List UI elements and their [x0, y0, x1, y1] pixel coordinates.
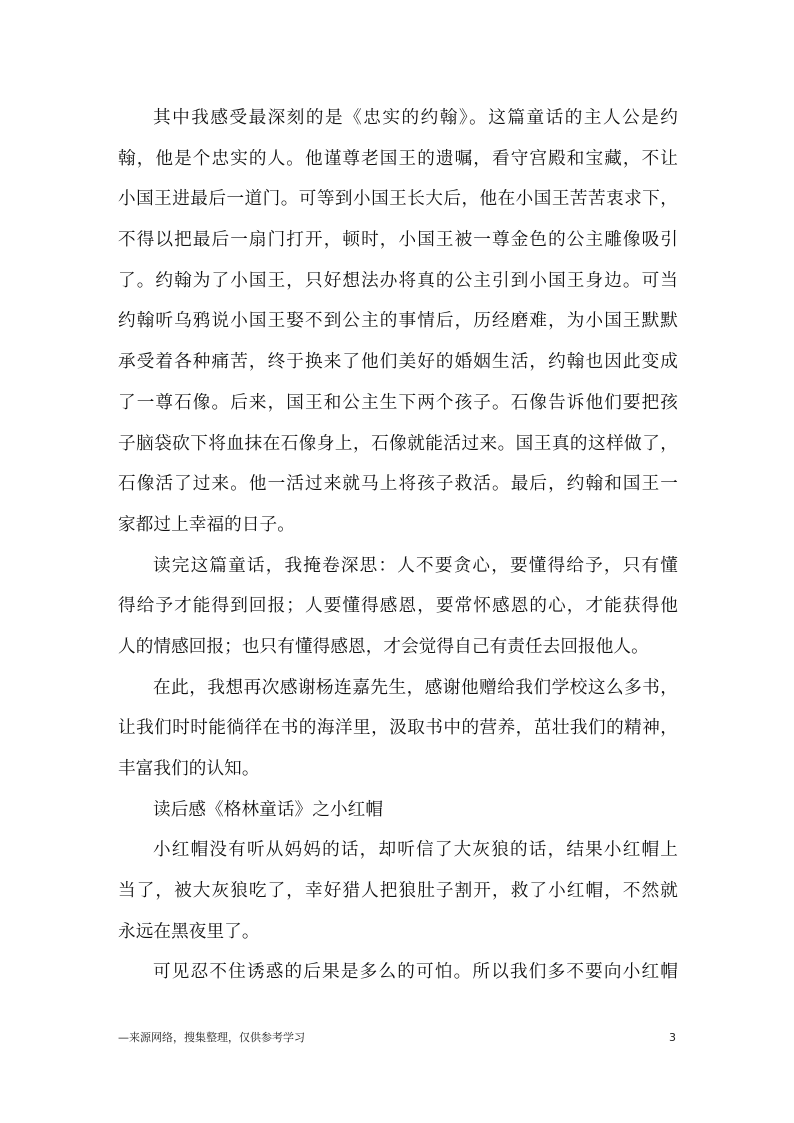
- text-line: 了。约翰为了小国王，只好想法办将真的公主引到小国王身边。可当: [118, 270, 678, 291]
- text-line: 当了，被大灰狼吃了，幸好猎人把狼肚子割开，救了小红帽，不然就: [118, 881, 678, 902]
- text-line: 其中我感受最深刻的是《忠实的约翰》。这篇童话的主人公是约: [153, 108, 678, 128]
- document-body: [118, 98, 678, 993]
- text-line: 在此，我想再次感谢杨连嘉先生，感谢他赠给我们学校这么多书，: [153, 677, 678, 698]
- page-number: 3: [669, 1031, 676, 1044]
- text-line: 家都过上幸福的日子。: [118, 514, 295, 535]
- text-line: 不得以把最后一扇门打开，顿时，小国王被一尊金色的公主雕像吸引: [118, 230, 678, 251]
- text-line: 人的情感回报；也只有懂得感恩，才会觉得自己有责任去回报他人。: [118, 636, 649, 657]
- text-line: 永远在黑夜里了。: [118, 921, 260, 942]
- text-line: 让我们时时能徜徉在书的海洋里，汲取书中的营养，茁壮我们的精神，: [118, 718, 678, 739]
- text-line: 读完这篇童话，我掩卷深思：人不要贪心，要懂得给予，只有懂: [153, 555, 678, 576]
- text-line: 小红帽没有听从妈妈的话，却听信了大灰狼的话，结果小红帽上: [153, 840, 678, 861]
- text-line: 了一尊石像。后来，国王和公主生下两个孩子。石像告诉他们要把孩: [118, 392, 678, 413]
- text-line: 丰富我们的认知。: [118, 759, 260, 779]
- text-line: 得给予才能得到回报；人要懂得感恩，要常怀感恩的心，才能获得他: [118, 596, 678, 617]
- text-line: 石像活了过来。他一活过来就马上将孩子救活。最后，约翰和国王一: [118, 474, 678, 495]
- text-line: 可见忍不住诱惑的后果是多么的可怕。所以我们多不要向小红帽: [153, 962, 678, 983]
- text-line: 子脑袋砍下将血抹在石像身上，石像就能活过来。国王真的这样做了，: [118, 433, 678, 454]
- text-line: 翰，他是个忠实的人。他谨尊老国王的遗嘱，看守宫殿和宝藏，不让: [118, 148, 678, 169]
- footer-source-note: —来源网络，搜集整理，仅供参考学习: [118, 1031, 305, 1044]
- text-line: 约翰听乌鸦说小国王娶不到公主的事情后，历经磨难，为小国王默默: [118, 311, 678, 332]
- text-line: 读后感《格林童话》之小红帽: [153, 799, 384, 820]
- text-line: 小国王进最后一道门。可等到小国王长大后，他在小国王苦苦衷求下，: [118, 189, 678, 210]
- text-line: 承受着各种痛苦，终于换来了他们美好的婚姻生活，约翰也因此变成: [118, 352, 678, 373]
